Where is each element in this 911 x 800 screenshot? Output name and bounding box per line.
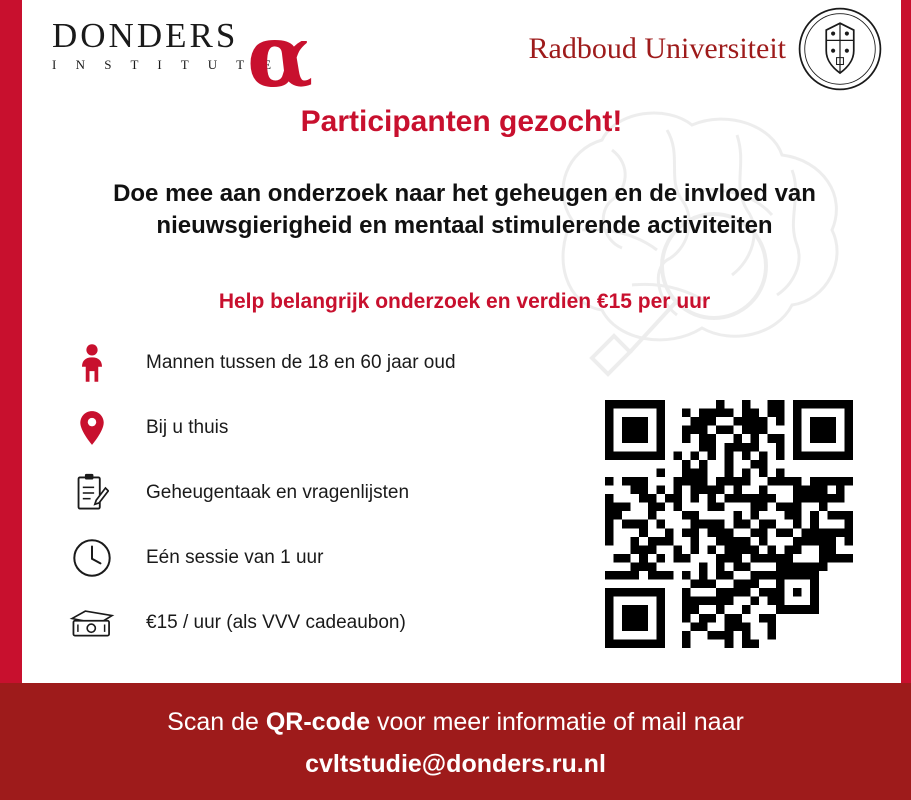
contact-email[interactable]: cvltstudie@donders.ru.nl [305, 750, 606, 778]
donders-institute-label: I N S T I T U T E [52, 57, 280, 72]
left-red-bar [0, 0, 22, 800]
list-item-label: Mannen tussen de 18 en 60 jaar oud [146, 351, 456, 373]
footer-band [0, 683, 911, 800]
money-banknotes-icon [56, 594, 128, 652]
qr-code-image [605, 400, 853, 648]
page-title: Participanten gezocht! [300, 105, 623, 138]
list-item-label: Bij u thuis [146, 416, 229, 438]
poster-subtitle [62, 178, 867, 243]
subtitle-line-1: Doe mee aan onderzoek naar het geheugen en de invloed van [113, 180, 816, 207]
radboud-university-label: Radboud Universiteit [528, 32, 786, 65]
person-icon [56, 334, 128, 392]
list-item [56, 590, 576, 655]
footer-text-bold: QR-code [265, 708, 371, 736]
list-item-label: Eén sessie van 1 uur [146, 546, 324, 568]
subtitle-line-2: nieuwsgierigheid en mentaal stimulerende activiteiten [156, 212, 773, 240]
info-list [56, 330, 576, 655]
radboud-seal-icon [797, 6, 883, 92]
list-item [56, 460, 576, 525]
list-item [56, 525, 576, 590]
poster-header [22, 0, 901, 107]
donders-logo [52, 6, 332, 107]
payment-highlight: Help belangrijk onderzoek en verdien €15 per uur [218, 290, 711, 313]
footer-text-post: voor meer informatie of mail naar [370, 708, 744, 736]
footer-text-pre: Scan de [167, 708, 266, 736]
list-item [56, 395, 576, 460]
list-item [56, 330, 576, 395]
right-red-bar [901, 0, 911, 800]
list-item-label: Geheugentaak en vragenlijsten [146, 481, 410, 503]
donders-wordmark: DONDERS [52, 16, 239, 55]
footer-divider [22, 676, 901, 683]
clipboard-pencil-icon [56, 464, 128, 522]
alpha-icon: α [247, 6, 314, 107]
qr-code[interactable] [605, 400, 853, 648]
list-item-label: €15 / uur (als VVV cadeaubon) [146, 611, 406, 633]
clock-icon [56, 529, 128, 587]
footer-instruction [0, 708, 911, 737]
poster-content [22, 0, 901, 683]
location-pin-icon [56, 399, 128, 457]
